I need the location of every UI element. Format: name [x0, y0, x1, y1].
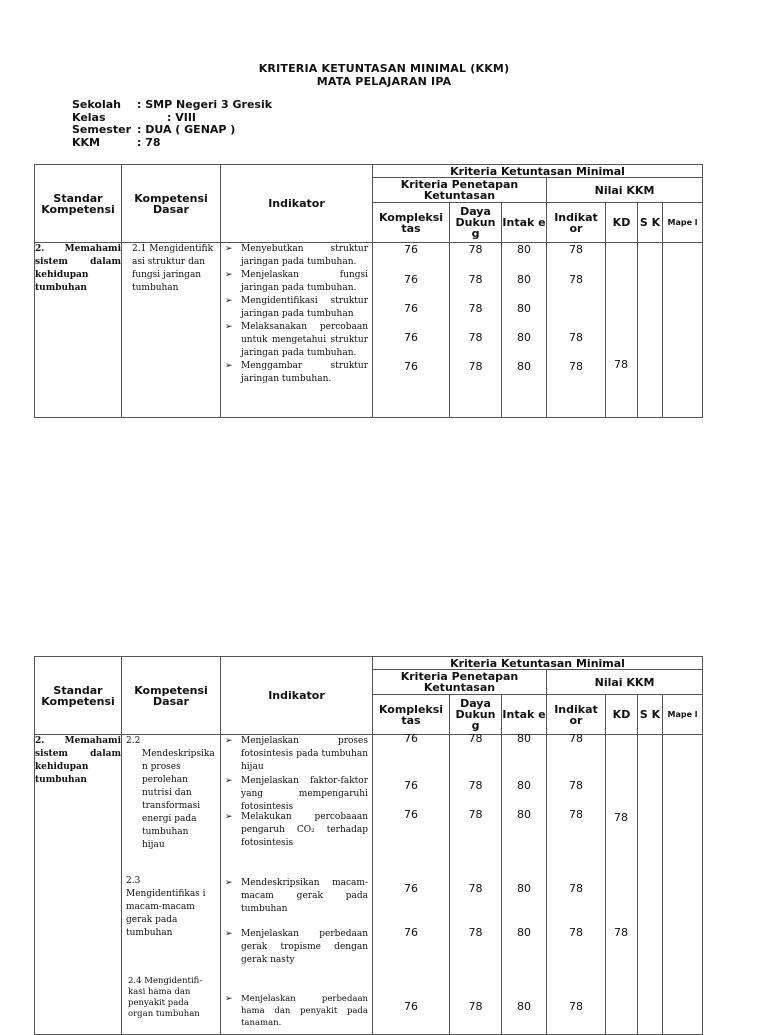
kompetensi-dasar-cell [122, 735, 221, 1035]
indikator-cell [221, 243, 373, 418]
sk-line: 2. Memahami [35, 736, 121, 746]
header-standar-kompetensi: Standar Kompetensi [35, 657, 122, 735]
arrow-bullet-icon: ➢ [225, 244, 233, 254]
daya-dukung-value: 78 [468, 808, 483, 821]
intake-cell [502, 243, 547, 418]
kkm-table-2 [34, 656, 703, 1035]
semester-label: Semester [72, 123, 131, 136]
kompleksitas-value: 76 [404, 882, 418, 895]
daya-dukung-value: 78 [468, 926, 483, 939]
standar-kompetensi-cell [35, 735, 122, 1035]
kd-number: 2.4 [128, 976, 142, 986]
kompleksitas-value: 76 [404, 360, 418, 373]
kompleksitas-value: 76 [404, 779, 418, 792]
intake-value: 80 [517, 273, 531, 286]
kompleksitas-value: 76 [404, 302, 418, 315]
header-kompleksitas: Kompleksi tas [373, 695, 450, 735]
daya-dukung-value: 78 [468, 273, 483, 286]
nilai-indikator-value: 78 [569, 331, 583, 344]
header-kompetensi-dasar: Kompetensi Dasar [122, 165, 221, 243]
kd-item [126, 875, 216, 940]
kompleksitas-value: 76 [404, 808, 418, 821]
daya-dukung-value: 78 [468, 360, 483, 373]
indicator-item: ➢ Menjelaskan faktor-faktor yang mempengaruhi fotosintesis [225, 776, 368, 812]
kompleksitas-value: 76 [404, 331, 418, 344]
header-penetapan: Kriteria Penetapan Ketuntasan [373, 178, 547, 203]
header-kd: KD [606, 203, 638, 243]
intake-value: 80 [517, 1000, 531, 1013]
kd-text: Mendeskripsika n proses perolehan nutrisi dan transformasi energi pada tumbuhan hijau [142, 749, 215, 850]
daya-dukung-value: 78 [468, 1000, 483, 1013]
header-kompetensi-dasar: Kompetensi Dasar [122, 657, 221, 735]
intake-cell [502, 732, 547, 1035]
header-sk: S K [638, 203, 663, 243]
kompleksitas-value: 76 [404, 243, 418, 256]
mapel-value-cell [663, 243, 703, 418]
kompleksitas-value: 76 [404, 273, 418, 286]
intake-value: 80 [517, 331, 531, 344]
nilai-indikator-value: 78 [569, 243, 583, 256]
indikator-cell [221, 735, 373, 1035]
indicator-item: ➢ Menjelaskan perbedaan hama dan penyakit pada tanaman. [225, 994, 368, 1028]
nilai-indikator-value: 78 [569, 808, 583, 821]
kd-value-cell [606, 735, 638, 1035]
kd-item [128, 976, 216, 1020]
header-mapel: Mape l [663, 695, 703, 735]
arrow-bullet-icon: ➢ [225, 736, 233, 746]
intake-value: 80 [517, 808, 531, 821]
kkm-label: KKM [72, 135, 100, 149]
daya-dukung-cell [450, 732, 502, 1035]
header-indikator: Indikator [221, 657, 373, 735]
indicator-item: ➢ Mengidentifikasi struktur jaringan pada tumbuhan [225, 296, 368, 319]
intake-value: 80 [517, 732, 531, 745]
semester-value: : DUA ( GENAP ) [137, 123, 236, 136]
indicator-item: ➢ Menjelaskan proses fotosintesis pada tumbuhan hijau [225, 736, 368, 772]
intake-value: 80 [517, 779, 531, 792]
header-indikator-col: Indikat or [547, 695, 606, 735]
nilai-indikator-value: 78 [569, 1000, 583, 1013]
sk-line: kehidupan [35, 270, 89, 280]
indicator-item: ➢ Menyebutkan struktur jaringan pada tumbuhan. [225, 244, 368, 267]
kd-value-cell [606, 243, 638, 418]
sekolah-value: : SMP Negeri 3 Gresik [137, 98, 273, 111]
kd-item [132, 243, 216, 295]
header-nilai-kkm: Nilai KKM [547, 178, 703, 203]
arrow-bullet-icon: ➢ [225, 878, 233, 888]
kd-value: 78 [614, 926, 628, 939]
sk-value-cell [638, 735, 663, 1035]
header-nilai-kkm: Nilai KKM [547, 670, 703, 695]
intake-value: 80 [517, 926, 531, 939]
arrow-bullet-icon: ➢ [225, 270, 233, 280]
kd-item [126, 735, 215, 852]
header-kompleksitas: Kompleksi tas [373, 203, 450, 243]
sk-line: tumbuhan [35, 283, 87, 293]
header-intake: Intak e [502, 203, 547, 243]
kd-number: 2.2 [126, 736, 141, 746]
doc-subtitle: MATA PELAJARAN IPA [316, 75, 452, 88]
daya-dukung-value: 78 [468, 732, 483, 745]
nilai-indikator-value: 78 [569, 779, 583, 792]
indicator-item: ➢ Melakukan percobaaan pengaruh CO₂ terhadap fotosintesis [225, 812, 368, 848]
daya-dukung-value: 78 [468, 779, 483, 792]
daya-dukung-value: 78 [468, 882, 483, 895]
kompleksitas-cell [373, 732, 450, 1035]
arrow-bullet-icon: ➢ [225, 812, 233, 822]
arrow-bullet-icon: ➢ [225, 361, 233, 371]
kd-text: Mengidentifi-kasi hama dan penyakit pada organ tumbuhan [128, 976, 203, 1019]
sk-line: sistem dalam [35, 749, 121, 759]
nilai-indikator-value: 78 [569, 926, 583, 939]
header-kkm-group: Kriteria Ketuntasan Minimal [373, 165, 703, 178]
school-info [72, 99, 272, 149]
nilai-indikator-value: 78 [569, 273, 583, 286]
arrow-bullet-icon: ➢ [225, 994, 233, 1004]
header-indikator-col: Indikat or [547, 203, 606, 243]
kkm-value: : 78 [137, 135, 161, 149]
header-intake: Intak e [502, 695, 547, 735]
header-mapel: Mape l [663, 203, 703, 243]
nilai-indikator-cell [547, 243, 606, 418]
daya-dukung-value: 78 [468, 243, 483, 256]
nilai-indikator-cell [547, 732, 606, 1035]
nilai-indikator-value: 78 [569, 882, 583, 895]
daya-dukung-value: 78 [468, 331, 483, 344]
kompleksitas-value: 76 [404, 732, 418, 745]
kompetensi-dasar-cell [122, 243, 221, 418]
intake-value: 80 [517, 360, 531, 373]
indicator-item: ➢ Menggambar struktur jaringan tumbuhan. [225, 361, 368, 384]
kompleksitas-value: 76 [404, 926, 418, 939]
header-standar-kompetensi: Standar Kompetensi [35, 165, 122, 243]
kd-value: 78 [614, 811, 628, 824]
mapel-value-cell [663, 735, 703, 1035]
kd-number: 2.3 [126, 876, 141, 886]
header-penetapan: Kriteria Penetapan Ketuntasan [373, 670, 547, 695]
indicator-item: ➢ Menjelaskan perbedaan gerak tropisme dengan gerak nasty [225, 929, 368, 965]
sk-line: kehidupan [35, 762, 89, 772]
indicator-item: ➢ Mendeskripsikan macam-macam gerak pada tumbuhan [225, 878, 368, 914]
kd-value: 78 [614, 358, 628, 371]
kd-text: Mengidentifik asi struktur dan fungsi jaringan tumbuhan [132, 244, 214, 293]
kelas-label: Kelas [72, 110, 106, 124]
intake-value: 80 [517, 302, 531, 315]
doc-title: KRITERIA KETUNTASAN MINIMAL (KKM) [258, 62, 510, 75]
arrow-bullet-icon: ➢ [225, 296, 233, 306]
kd-number: 2.1 [132, 244, 147, 254]
table-row [35, 735, 703, 1035]
standar-kompetensi-cell [35, 243, 122, 418]
arrow-bullet-icon: ➢ [225, 322, 233, 332]
table-row [35, 243, 703, 418]
arrow-bullet-icon: ➢ [225, 776, 233, 786]
sk-line: tumbuhan [35, 775, 87, 785]
kkm-table-1 [34, 164, 703, 418]
header-kd: KD [606, 695, 638, 735]
sekolah-label: Sekolah [72, 98, 121, 111]
sk-value-cell [638, 243, 663, 418]
kompleksitas-value: 76 [404, 1000, 418, 1013]
header-daya-dukung: Daya Dukun g [450, 203, 502, 243]
sk-line: sistem dalam [35, 257, 121, 267]
indicator-item: ➢ Menjelaskan fungsi jaringan pada tumbuhan. [225, 270, 368, 293]
intake-value: 80 [517, 243, 531, 256]
kd-text: Mengidentifikas i macam-macam gerak pada tumbuhan [126, 889, 206, 938]
sk-line: 2. Memahami [35, 244, 121, 254]
daya-dukung-value: 78 [468, 302, 483, 315]
header-daya-dukung: Daya Dukun g [450, 695, 502, 735]
daya-dukung-cell [450, 243, 502, 418]
header-kkm-group: Kriteria Ketuntasan Minimal [373, 657, 703, 670]
indicator-item: ➢ Melaksanakan percobaan untuk mengetahui struktur jaringan pada tumbuhan. [225, 322, 368, 358]
kompleksitas-cell [373, 243, 450, 418]
nilai-indikator-value: 78 [569, 732, 583, 745]
nilai-indikator-value: 78 [569, 360, 583, 373]
arrow-bullet-icon: ➢ [225, 929, 233, 939]
header-indikator: Indikator [221, 165, 373, 243]
kelas-value: : VIII [167, 110, 197, 124]
intake-value: 80 [517, 882, 531, 895]
header-sk: S K [638, 695, 663, 735]
